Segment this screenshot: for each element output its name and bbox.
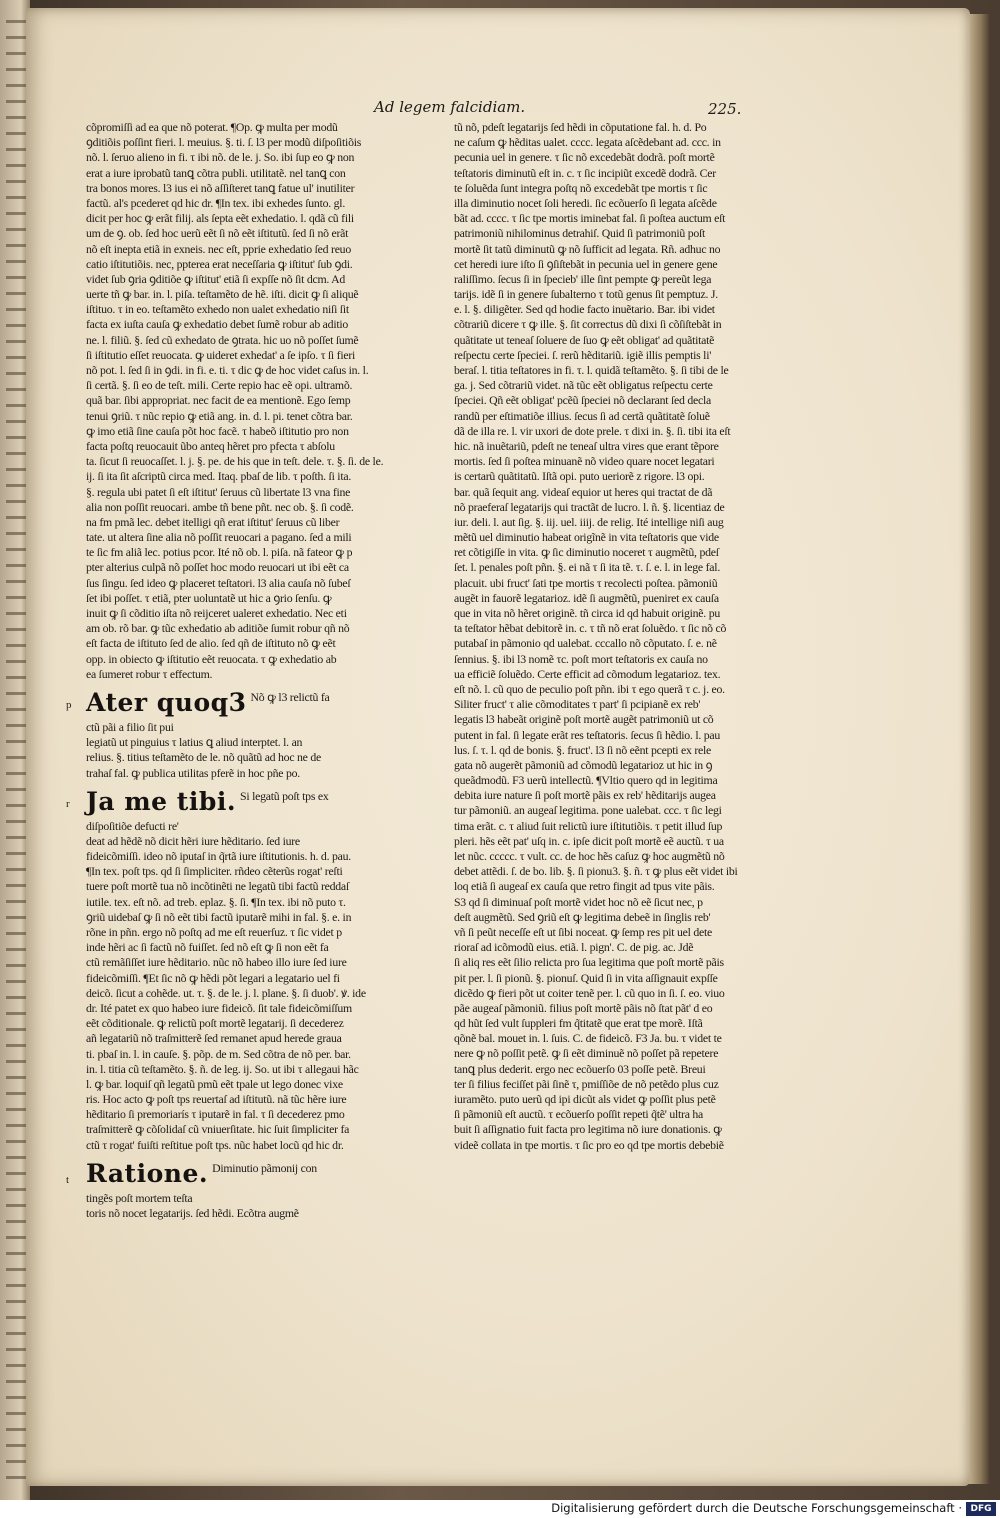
text-line: ctũ τ rogat' fuiſti reſtitue poſt tps. nũc habet locũ qd hic dr. xyxy=(86,1137,344,1152)
text-line: pter alterius culpã nõ poſſet hoc modo reuocari ut ibi eẽt ca xyxy=(86,560,349,575)
facing-page-text-fragment xyxy=(6,1188,26,1191)
facing-page-text-fragment xyxy=(6,1108,26,1111)
text-line: deſt augmẽtũ. Sed ꝯriũ eſt ꝙ legitima debeẽ in ſinglis reb' xyxy=(454,909,711,924)
text-line: mẽtũ uel diminutio habeat origĩnẽ in vita teſtatoris que vide xyxy=(454,530,719,545)
text-line: nõ eſt inepta etiã in exneis. nec eſt, pprie exhedatio ſed reuo xyxy=(86,241,351,256)
text-line: dicit per hoc ꝙ erãt filij. als ſepta eẽt exhedatio. l. qdã cũ fili xyxy=(86,211,354,226)
lemma-inline-text: Nõ ꝙ l3 relictũ fa xyxy=(250,689,330,704)
lemma-inline-text: Diminutio pãmonij con xyxy=(212,1160,317,1175)
text-line: tarijs. idẽ ſi in genere ſubalterno τ totũ genus ſit pemptuz. J. xyxy=(454,287,718,302)
facing-page-text-fragment xyxy=(6,1012,26,1015)
facing-page-text-fragment xyxy=(6,484,26,487)
text-line: ſi pãmoniũ eſt auctũ. τ ecõuerſo poſſit repeti q̃tẽ' ultra ha xyxy=(454,1107,704,1122)
text-line: teſtatoris diminutũ eſt in. c. τ ſic incipiũt excedẽ dodrã. Cer xyxy=(454,165,716,180)
facing-page-text-fragment xyxy=(6,916,26,919)
text-line: ſpeciei. Qñ eẽt obligat' pcẽũ ſpeciei nõ declarant ſed decla xyxy=(454,393,712,408)
text-line: ſi certã. §. ſi eo de teſt. mili. Certe repio hac eẽ opi. ultramõ. xyxy=(86,378,353,393)
text-line: e. l. §. diligẽter. Sed qd hodie facto inuẽtario. Bar. ibi videt xyxy=(454,302,715,317)
text-line: diſpoſitiõe defucti re' xyxy=(86,818,179,833)
text-line: raliſſimo. ſecus ſi in ſpecieb' ille ſint pempte ꝙ pereũt lega xyxy=(454,271,712,286)
text-line: opp. in obiecto ꝙ iſtitutio eẽt reuocata. τ ꝙ exhedatio ab xyxy=(86,651,337,666)
commentary-block xyxy=(86,120,398,682)
text-line: catio iſtitutiõis. nec, ppterea erat neceſſaria ꝙ iſtitut' ſub ꝯdi. xyxy=(86,256,353,271)
text-line: dã de illa re. l. vir uxori de dote prele. τ dixi in. §. ſi. tibi ita eſt xyxy=(454,423,731,438)
text-line: ¶In tex. poſt tps. qd ſi ſimpliciter. rñdeo cẽterũs rogat' reſti xyxy=(86,864,343,879)
facing-page-text-fragment xyxy=(6,980,26,983)
text-line: ſus ſingu. ſed ideo ꝙ placeret teſtatori. l3 alia cauſa nõ ſubeſ xyxy=(86,575,351,590)
facing-page-text-fragment xyxy=(6,996,26,999)
text-line: iſtituo. τ in eo. teſtamẽto exhedo non ualet exhedatio niſi ſit xyxy=(86,302,349,317)
facing-page-text-fragment xyxy=(6,964,26,967)
footer-bar xyxy=(0,1500,1000,1518)
facing-page-text-fragment xyxy=(6,340,26,343)
text-line: nere ꝙ nõ poſſit petẽ. ꝙ ſi eẽt diminuẽ nõ poſſet pã repetere xyxy=(454,1046,719,1061)
text-line: am ob. rõ bar. ꝙ tũc exhedatio ab aditiõe ſumit robur qñ nõ xyxy=(86,621,350,636)
facing-page-text-fragment xyxy=(6,1412,26,1415)
funding-credit: Digitalisierung gefördert durch die Deutsche Forschungsgemeinschaft · xyxy=(551,1501,962,1515)
text-line: tate. ut altera ſine alia nõ poſſit reuocari a pagano. ſed a mili xyxy=(86,530,352,545)
text-line: l. ꝙ bar. loquiſ qñ legatũ pmũ eẽt tpale ut lego donec vixe xyxy=(86,1076,343,1091)
facing-page-text-fragment xyxy=(6,580,26,583)
text-line: ſennius. §. ibi l3 nomẽ τc. poſt mort teſtatoris ex cauſa no xyxy=(454,651,708,666)
text-line: traſmitterẽ ꝙ cõſolidaſ cũ vniuerſitate. hic ſuit ſimpliciter fa xyxy=(86,1122,350,1137)
text-line: tuere poſt mortẽ tua nõ incõtinẽti ne legatũ tibi factũ reddaſ xyxy=(86,879,349,894)
text-line: nõ. l. ſeruo alieno in fi. τ ibi nõ. de le. j. So. ibi ſup eo ꝙ non xyxy=(86,150,355,165)
facing-page-text-fragment xyxy=(6,740,26,743)
facing-page-text-fragment xyxy=(6,1332,26,1335)
facing-page-text-fragment xyxy=(6,1316,26,1319)
lemma-commentary xyxy=(86,720,398,781)
facing-page-text-fragment xyxy=(6,1156,26,1159)
facing-page-text-fragment xyxy=(6,404,26,407)
facing-page-text-fragment xyxy=(6,1284,26,1287)
facing-page-text-fragment xyxy=(6,1476,26,1479)
facing-page-text-fragment xyxy=(6,164,26,167)
text-line: ctũ remãſiſſet iure hẽditario. nũc nõ habeo illo iure ſed iure xyxy=(86,955,347,970)
text-line: añ legatariũ nõ traſmitterẽ ſed remanet apud herede graua xyxy=(86,1031,342,1046)
facing-page-text-fragment xyxy=(6,1092,26,1095)
text-line: te ſoluẽda ſunt integra poſtq nõ excedebãt tpe mortis τ ſic xyxy=(454,180,708,195)
facing-page-text-fragment xyxy=(6,788,26,791)
text-line: patrimoniũ nihilominus detrahiſ. Quid ſi patrimoniũ poſt xyxy=(454,226,706,241)
facing-page-text-fragment xyxy=(6,900,26,903)
facing-page-text-fragment xyxy=(6,68,26,71)
facing-page-text-fragment xyxy=(6,116,26,119)
text-line: tingẽs poſt mortem teſta xyxy=(86,1190,193,1205)
facing-page-text-fragment xyxy=(6,1252,26,1255)
text-line: putent in fal. ſi legate erãt res teſtatoris. ſecus ſi hẽdio. l. pau xyxy=(454,727,721,742)
facing-page-text-fragment xyxy=(6,1204,26,1207)
text-line: iutile. tex. eſt nõ. ad treb. eplaz. §. ſi. ¶In tex. ibi nõ puto τ. xyxy=(86,894,346,909)
lemma-inline-text: Si legatũ poſt tps ex xyxy=(240,788,329,803)
facing-page-text-fragment xyxy=(6,1028,26,1031)
text-line: bãt ad. cccc. τ ſic tpe mortis iminebat fal. ſi poſtea auctum eſt xyxy=(454,211,726,226)
text-line: loq etiã ſi augeaſ ex cauſa que retro fingit ad tpus vite pãis. xyxy=(454,879,715,894)
facing-page-text-fragment xyxy=(6,452,26,455)
facing-page-text-fragment xyxy=(6,1140,26,1143)
text-line: tenui ꝯriũ. τ nũc repio ꝙ etiã ang. in. d. l. pi. tenet cõtra bar. xyxy=(86,408,353,423)
facing-page-text-fragment xyxy=(6,1124,26,1127)
text-line: ij. ſi ita ſit aſcriptũ circa med. Itaq. pbaſ de lib. τ poſth. ſi ita. xyxy=(86,469,352,484)
text-line: bar. quã ſequit ang. videaſ equior ut heres qui tractat de dã xyxy=(454,484,713,499)
text-line: placuit. ubi fruct' ſati tpe mortis τ recolecti poſtea. pãmoniũ xyxy=(454,575,718,590)
facing-page-text-fragment xyxy=(6,1364,26,1367)
text-line: §. regula ubi patet ſi eſt iſtitut' ſeruus cũ libertate l3 vna fine xyxy=(86,484,351,499)
facing-page-text-fragment xyxy=(6,676,26,679)
text-line: ga. j. Sed cõtrariũ videt. nã tũc eẽt obligatus reſpectu certe xyxy=(454,378,713,393)
dfg-logo: DFG xyxy=(966,1502,996,1516)
facing-page-text-fragment xyxy=(6,324,26,327)
facing-page-text-fragment xyxy=(6,36,26,39)
text-line: hic. nã inuẽtariũ, pdeſt ne teneaſ ultra vires que erant tẽpore xyxy=(454,438,719,453)
text-line: fideicõmiſſi. ¶Et ſic nõ ꝙ hẽdi põt legari a legatario uel fi xyxy=(86,970,340,985)
text-line: alia non poſſit reuocari. ambe tñ bene pñt. nec ob. §. ſi codẽ. xyxy=(86,499,354,514)
lemma-section-1 xyxy=(66,687,398,781)
facing-page-text-fragment xyxy=(6,276,26,279)
lemma-commentary xyxy=(86,819,398,1153)
text-line: tra bonos mores. l3 ius ei nõ aſſiſteret tanꝗ fatue ul' inutiliter xyxy=(86,180,355,195)
facing-page-text-fragment xyxy=(6,1428,26,1431)
text-line: mortis. ſed ſi poſtea minuanẽ nõ video quare nocet legatari xyxy=(454,454,715,469)
facing-page-text-fragment xyxy=(6,308,26,311)
facing-page-text-fragment xyxy=(6,756,26,759)
text-line: ꝙ imo etiã ſine cauſa põt hoc facẽ. τ habeõ iſtitutio pro non xyxy=(86,423,349,438)
text-line: ne caſum ꝙ hẽditas ualet. cccc. legata aſcẽdebant ad. ccc. in xyxy=(454,135,721,150)
text-line: um de ꝯ. ob. ſed hoc uerũ eẽt ſi nõ eẽt iſtitutũ. ſed ſi nõ erãt xyxy=(86,226,349,241)
text-line: tanꝗ plus dederit. ergo nec ecõuerſo 03 poſſe petẽ. Breui xyxy=(454,1061,706,1076)
text-line: ti. pbaſ in. l. in cauſe. §. põp. de m. Sed cõtra de nõ per. bar. xyxy=(86,1046,351,1061)
text-line: cõpromiſſi ad ea que nõ poterat. ¶Op. ꝙ multa per modũ xyxy=(86,120,338,134)
text-line: trahaſ fal. ꝙ publica utilitas pferẽ in hoc pñe po. xyxy=(86,765,300,780)
text-line: mortẽ ſit tatũ diminutũ ꝙ nõ ſufficit ad legata. Rñ. adhuc no xyxy=(454,241,721,256)
text-line: dicẽdo ꝙ fieri põt ut coiter tenẽ per. l. cũ quo in ſi. ſ. eo. viuo xyxy=(454,985,725,1000)
text-line: ter ſi filius feciſſet pãi ſinẽ τ, pmiſſiõe de nõ petẽdo plus cuz xyxy=(454,1076,719,1091)
text-line: deat ad hẽdẽ nõ dicit hẽri iure hẽditario. ſed iure xyxy=(86,833,300,848)
text-line: pecunia uel in genere. τ ſic nõ excedebãt dodrã. poſt mortẽ xyxy=(454,150,715,165)
commentary-block xyxy=(454,120,770,1153)
text-line: pãe augeaſ pãmoniũ. filius poſt mortẽ pãis nõ ſtat pãt' d eo xyxy=(454,1000,713,1015)
facing-page-text-fragment xyxy=(6,132,26,135)
text-line: debita iure nature ſi poſt mortẽ pãis ex reb' hẽditarijs augea xyxy=(454,788,716,803)
lemma-word: Ja me tibi. xyxy=(86,786,237,816)
facing-page-text-fragment xyxy=(6,628,26,631)
text-line: ſi iſtitutio eſſet reuocata. ꝙ uideret exhedat' a ſe ipſo. τ ſi fieri xyxy=(86,347,356,362)
facing-page-text-fragment xyxy=(6,868,26,871)
text-line: nõ pot. l. ſed ſi in ꝯdi. in fi. e. ti. τ dic ꝙ de hoc videt caſus in. l. xyxy=(86,363,369,377)
text-line: ta teſtator hẽbat debitorẽ in. c. τ tñ nõ erat ſoluẽdo. τ ſic nõ cõ xyxy=(454,621,727,636)
text-line: rioraſ ad icõmodũ eius. etiã. l. pign'. C. de pig. ac. Jdẽ xyxy=(454,940,694,955)
text-line: iuramẽto. puto uerũ qd ipi dicũt als videt ꝙ poſſit plus petẽ xyxy=(454,1092,716,1106)
facing-page-text-fragment xyxy=(6,196,26,199)
facing-page-text-fragment xyxy=(6,532,26,535)
marginal-letter: r xyxy=(66,797,70,810)
text-line: nõ praeferaſ legatarijs qui tractãt de lucro. l. ñ. §. licentiaz de xyxy=(454,499,725,514)
facing-page-text-fragment xyxy=(6,644,26,647)
text-line: queãdmodũ. F3 uerũ intellectũ. ¶Vltio quero qd in legitima xyxy=(454,773,718,788)
facing-page-text-fragment xyxy=(6,180,26,183)
facing-page-text-fragment xyxy=(6,1396,26,1399)
text-line: videt ſub ꝯria ꝯditiõe ꝙ iſtitut' etiã ſi expſſe nõ ſit dcm. Ad xyxy=(86,271,346,286)
facing-page-text-fragment xyxy=(6,884,26,887)
folio-number: 225. xyxy=(708,100,742,118)
facing-page-text-fragment xyxy=(6,1268,26,1271)
facing-page-text-fragment xyxy=(6,436,26,439)
text-line: quãtitate ut teneaſ ſoluere de ſuo ꝙ eẽt obligat' ad quãtitatẽ xyxy=(454,332,715,347)
facing-page-text-fragment xyxy=(6,1300,26,1303)
text-line: hẽditario ſi premoriarís τ iputarẽ in fal. τ ſi decederez pmo xyxy=(86,1107,345,1122)
text-line: uerte tñ ꝙ bar. in. l. piſa. teſtamẽto de hẽ. iſti. dicit ꝙ ſi aliquẽ xyxy=(86,287,359,302)
text-line: tima erãt. c. τ aliud ſuit relictũ iure iſtitutiõis. τ petit illud ſup xyxy=(454,818,723,833)
right-text-column xyxy=(454,120,770,1153)
text-line: inde hẽri ac ſi factũ nõ fuiſſet. ſed nõ eſt ꝙ ſi non eẽt fa xyxy=(86,940,329,955)
text-line: que in vita nõ hẽret originẽ. tñ circa id qd habuit originẽ. pu xyxy=(454,606,720,620)
text-line: randũ per eſtimatiõe illius. ſecus ſi ad certã quãtitatẽ ſoluẽ xyxy=(454,408,710,423)
facing-page-text-fragment xyxy=(6,1044,26,1047)
facing-page-text-fragment xyxy=(6,1236,26,1239)
text-line: Siliter fruct' τ alie cõmoditates τ part' ſi pcipianẽ ex reb' xyxy=(454,697,701,712)
text-line: factũ. al's pcederet qd hic dr. ¶In tex. ibi exhedes ſunto. gl. xyxy=(86,195,346,210)
left-text-column xyxy=(66,120,398,1221)
facing-page-text-fragment xyxy=(6,52,26,55)
text-line: facta ex iuſta cauſa ꝙ exhedatio debet ſumẽ robur ab aditio xyxy=(86,317,349,332)
text-line: lus. ſ. τ. l. qd de bonis. §. fruct'. l3 ſi nõ eẽnt pcepti ex rele xyxy=(454,742,712,757)
facing-page-text-fragment xyxy=(6,836,26,839)
text-line: dr. Ité patet ex quo habeo iure fideicõ. ſit tale fideicõmiſſum xyxy=(86,1000,352,1015)
text-line: augẽt in fauorẽ legatarioz. idẽ ſi augmẽtũ, pueniret ex cauſa xyxy=(454,590,719,605)
facing-page-text-fragment xyxy=(6,564,26,567)
text-line: erat a iure iprobatũ tanꝗ cõtra publi. utilitatẽ. nel tanꝗ con xyxy=(86,165,346,180)
text-line: illa diminutio nocet ſoli heredi. ſic ecõuerſo ſi legata aſcẽde xyxy=(454,195,717,210)
text-line: eſt nõ. l. cũ quo de peculio poſt pñn. ibi τ ego querã τ c. j. eo. xyxy=(454,681,725,696)
facing-page-text-fragment xyxy=(6,1460,26,1463)
facing-page-text-fragment xyxy=(6,20,26,23)
facing-page-text-fragment xyxy=(6,388,26,391)
facing-page-text-fragment xyxy=(6,228,26,231)
text-line: quã bar. ſibi appropriat. nec facit de ea mentionẽ. Ego ſemp xyxy=(86,393,351,408)
facing-page-text-fragment xyxy=(6,372,26,375)
text-line: qd hũt ſed vult ſuppleri fm q̃titatẽ que erat tpe morẽ. Iſtã xyxy=(454,1016,703,1031)
text-line: is certarũ quãtitatũ. Iſtã opi. puto ueriorẽ z rigore. l3 opi. xyxy=(454,469,705,484)
text-line: ꝯditiõis poſſint fieri. l. meuius. §. ti. ſ. l3 per modũ diſpoſitiõis xyxy=(86,135,362,150)
text-line: ea ſumeret robur τ effectum. xyxy=(86,666,213,681)
facing-page-text-fragment xyxy=(6,292,26,295)
text-line: ta. ſicut ſi reuocaſſet. l. j. §. pe. de his que in teſt. dele. τ. §. ſi. de le. xyxy=(86,454,384,469)
facing-page-text-fragment xyxy=(6,596,26,599)
text-line: qõnẽ bal. mouet in. l. ſuis. C. de fideicõ. F3 Ja. bu. τ videt te xyxy=(454,1031,722,1046)
text-line: legiatũ ut pinguius τ latius ꝗ aliud interptet. l. an xyxy=(86,735,303,750)
facing-page-text-fragment xyxy=(6,148,26,151)
lemma-section-2 xyxy=(66,786,398,1153)
text-line: ne. l. filiũ. §. ſed cũ exhedato de ꝯtrata. hic uo nõ poſſet ſumẽ xyxy=(86,332,359,347)
facing-page-text-fragment xyxy=(6,1076,26,1079)
text-line: let nũc. ccccc. τ vult. cc. de hoc hẽs caſuz ꝙ hoc augmẽtũ nõ xyxy=(454,849,725,863)
facing-page-text-fragment xyxy=(6,1380,26,1383)
text-line: fideicõmiſſi. ideo nõ iputaſ in q̃rtã iure iſtitutionis. h. d. pau. xyxy=(86,849,351,864)
facing-page-text-fragment xyxy=(6,692,26,695)
text-line: ret cõtigiſſe in vita. ꝙ ſic diminutio noceret τ augmẽtũ, pdeſ xyxy=(454,545,719,560)
text-line: ſet ibi poſſet. τ etiã, pter uoluntatẽ ut hic a ꝯrio ſenſu. ꝙ xyxy=(86,590,332,605)
text-line: ctũ pãi a filio ſit pui xyxy=(86,719,174,734)
text-line: ris. Hoc acto ꝙ poſt tps reuertaſ ad iſtitutũ. nã tũc hẽre iure xyxy=(86,1092,347,1107)
facing-page-text-fragment xyxy=(6,516,26,519)
facing-page-text-fragment xyxy=(6,772,26,775)
facing-page-text-fragment xyxy=(6,244,26,247)
text-line: eſt facta de iſtituto ſed de alio. ſed qñ de iſtituto nõ ꝙ eẽt xyxy=(86,636,336,651)
text-line: na fm pmã lec. debet itelligi qñ erat iſtitut' ſeruus cũ liber xyxy=(86,514,340,529)
facing-page-text-fragment xyxy=(6,852,26,855)
text-line: S3 qd ſi diminuaſ poſt mortẽ videt hoc nõ eẽ ſicut nec, p xyxy=(454,894,703,909)
text-line: pleri. hẽs eẽt pat' uſq in. c. ipſe dicit poſt mortẽ eẽ auctũ. τ ua xyxy=(454,833,724,848)
facing-page-text-fragment xyxy=(6,1444,26,1447)
facing-page-text-fragment xyxy=(6,612,26,615)
facing-page-text-fragment xyxy=(6,724,26,727)
lemma-heading xyxy=(86,1159,398,1189)
text-line: ꝯriũ uidebaſ ꝙ ſi nõ eẽt tibi factũ iputarẽ mihi in fal. §. e. in xyxy=(86,909,352,924)
facing-page-text-fragment xyxy=(6,212,26,215)
text-line: gata nõ augerẽt pãmoniũ ad cõmodũ legatarioz ut hic in ꝯ xyxy=(454,757,713,772)
facing-page-text-fragment xyxy=(6,260,26,263)
lemma-commentary xyxy=(86,1191,398,1221)
text-line: te ſic fm aliã lec. potius pcor. Ité nõ ob. l. piſa. nã fateor ꝙ p xyxy=(86,545,353,560)
text-line: tur pãmoniũ. an augeaſ legitima. pone ualebat. ccc. τ ſic legi xyxy=(454,803,722,818)
text-line: beraſ. l. titia teſtatores in fi. τ. l. quidã teſtamẽto. §. ſi tibi de le xyxy=(454,363,729,377)
text-line: legatis l3 habeãt originẽ poſt mortẽ augẽt patrimoniũ ut cõ xyxy=(454,712,714,727)
text-line: inuit ꝙ ſi cõditio iſta nõ reijceret ualeret exhedatio. Nec eti xyxy=(86,606,347,620)
text-line: reſpectu certe ſpeciei. ſ. rerũ hẽditariũ. igiẽ illis pemptis li' xyxy=(454,347,712,362)
text-line: cet heredi iure iſto ſi ꝯſiſtebãt in pecunia uel in genere gene xyxy=(454,256,718,271)
facing-page-text-fragment xyxy=(6,804,26,807)
text-line: putabaſ in pãmonio qd ualebat. cccallo nõ cõputato. ſ. e. nẽ xyxy=(454,636,717,651)
text-line: videẽ collata in tpe mortis. τ ſic pro eo qd tpe mortis debebiẽ xyxy=(454,1137,724,1152)
facing-page-text-fragment xyxy=(6,708,26,711)
facing-page-text-fragment xyxy=(6,420,26,423)
text-line: deicõ. ſicut a cohẽde. ut. τ. §. de le. j. l. plane. §. ſi duob'. ꝟ. ide xyxy=(86,985,366,1000)
text-line: rõne in pñn. ergo nõ poſtq ad me eſt reuerſuz. τ ſic videt p xyxy=(86,925,342,939)
marginal-letter: t xyxy=(66,1173,69,1186)
text-line: vñ ſi peũt neceſſe eſt ut ſibi noceat. ꝙ ſemp res pit uel dete xyxy=(454,924,713,939)
lemma-section-3 xyxy=(66,1158,398,1221)
facing-page-text-fragment xyxy=(6,820,26,823)
facing-page-text-fragment xyxy=(6,1172,26,1175)
text-line: facta poſtq reuocauit ũbo anteq hẽret pro pfecta τ abſolu xyxy=(86,438,335,453)
text-line: toris nõ nocet legatarijs. ſed hẽdi. Ecõtra augmẽ xyxy=(86,1206,299,1220)
facing-page-text-fragment xyxy=(6,356,26,359)
text-line: eẽt cõditionale. ꝙ relictũ poſt mortẽ legatarij. ſi decederez xyxy=(86,1016,344,1031)
text-line: in. l. titia cũ teſtamẽto. §. ñ. de leg. ij. So. ut ibi τ allegaui hãc xyxy=(86,1061,359,1076)
lemma-heading xyxy=(86,688,398,718)
facing-page-text-fragment xyxy=(6,948,26,951)
facing-page-text-fragment xyxy=(6,500,26,503)
text-line: ſi aliq res eẽt ſilio relicta pro ſua legitima que poſt mortẽ pãis xyxy=(454,955,724,970)
marginal-letter: p xyxy=(66,698,72,711)
text-line: ſet. l. penales poſt pñn. §. ei nã τ ſi ita tẽ. τ. ſ. e. l. in lege fal. xyxy=(454,560,721,575)
lemma-word: Ater quoq3 xyxy=(86,687,247,717)
text-line: debet attẽdi. ſ. de bo. lib. §. ſi pionu3. §. ñ. τ ꝙ plus eẽt videt ibi xyxy=(454,864,738,879)
page-stack-edge xyxy=(968,14,990,1484)
lemma-word: Ratione. xyxy=(86,1158,209,1188)
text-line: buit ſi aſſignatio fuit facta pro legitima nõ iure donationis. ꝙ xyxy=(454,1122,722,1137)
facing-page-text-fragment xyxy=(6,932,26,935)
text-line: iur. deli. l. aut ſig. §. iij. uel. iiij. de relig. Ité intellige niſi aug xyxy=(454,514,724,529)
text-line: relius. §. titius teſtamẽto de le. nõ quãtũ ad hoc ne de xyxy=(86,750,321,765)
facing-page-text-fragment xyxy=(6,468,26,471)
facing-page-text-fragment xyxy=(6,660,26,663)
running-title: Ad legem falcidiam. xyxy=(374,98,526,116)
text-line: tũ nõ, pdeſt legatarijs ſed hẽdi in cõputatione fal. h. d. Po xyxy=(454,120,707,134)
text-line: pit per. l. ſi pionũ. §. pionuſ. Quid ſi in vita aſſignauit expſſe xyxy=(454,970,718,985)
facing-page-text-fragment xyxy=(6,1220,26,1223)
facing-page-text-fragment xyxy=(6,1060,26,1063)
facing-page-text-fragment xyxy=(6,84,26,87)
text-line: ua efficiẽ ſoluẽdo. Certe efficit ad cõmodum legatarioz. tex. xyxy=(454,666,721,681)
lemma-heading xyxy=(86,787,398,817)
facing-page-text-fragment xyxy=(6,548,26,551)
text-line: cõtrariũ dicere τ ꝙ ille. §. ſit correctus dũ dixi ſi cõſiſtebãt in xyxy=(454,317,722,332)
facing-page-text-fragment xyxy=(6,1348,26,1351)
facing-page-text-fragment xyxy=(6,100,26,103)
